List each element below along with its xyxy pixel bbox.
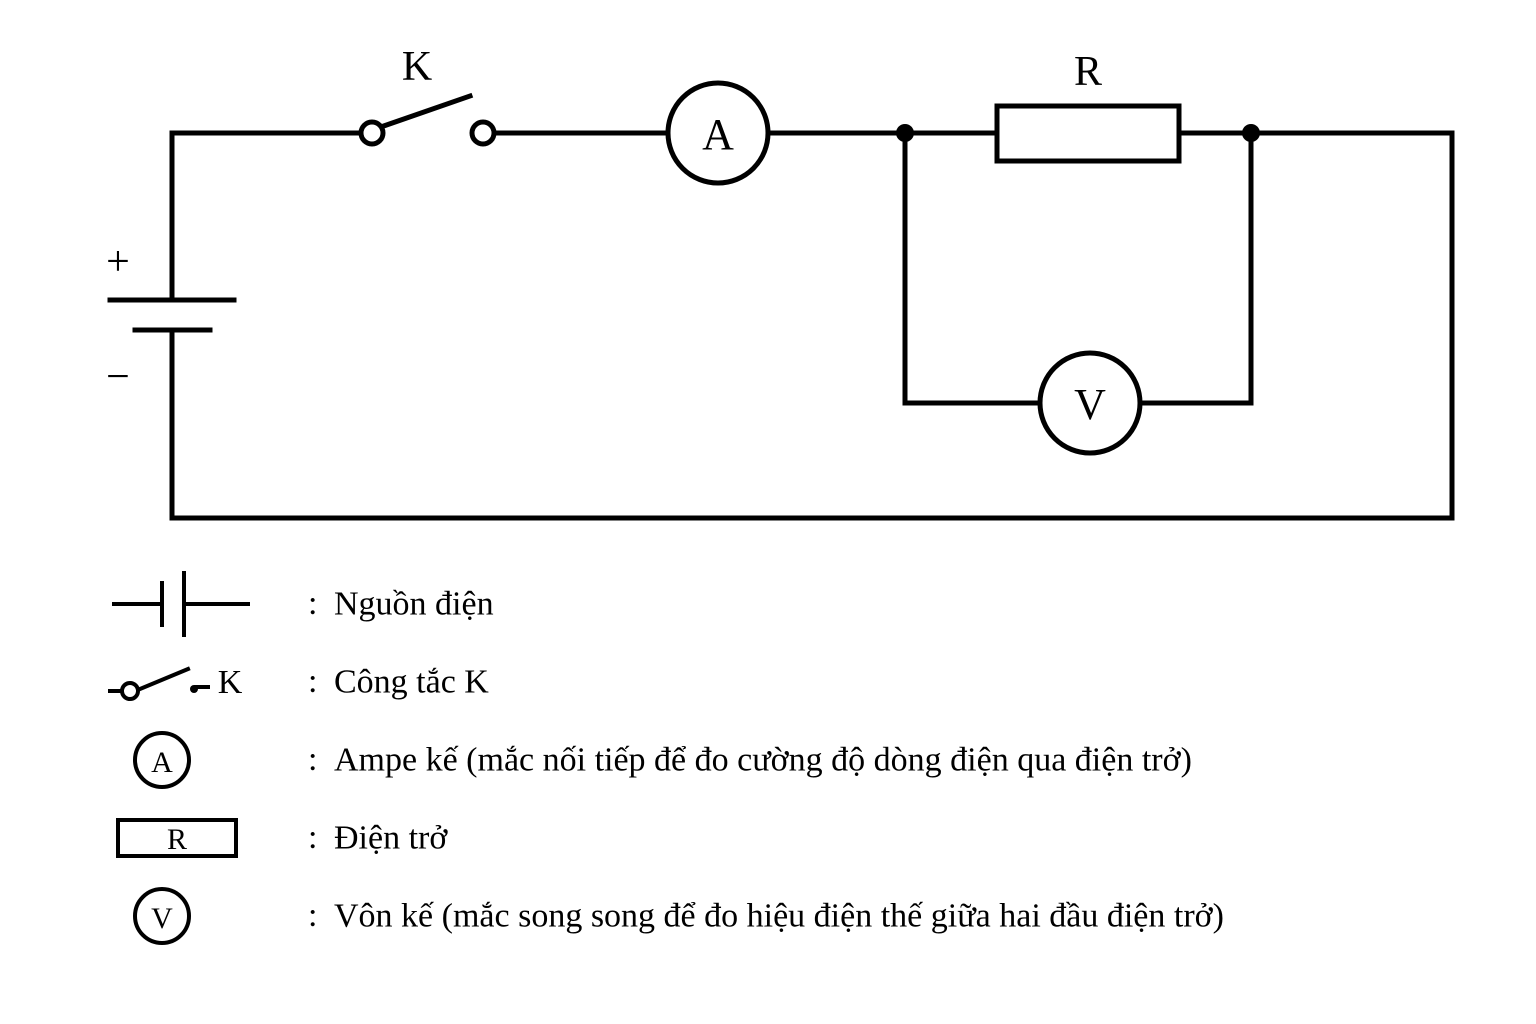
switch-terminal-left bbox=[361, 122, 383, 144]
battery-plus-label: + bbox=[106, 239, 130, 285]
legend-item-switch bbox=[0, 643, 1536, 721]
legend-item-ammeter bbox=[0, 721, 1536, 799]
junction-dot-left bbox=[896, 124, 914, 142]
switch-terminal-right bbox=[472, 122, 494, 144]
ammeter-symbol bbox=[100, 721, 280, 799]
voltmeter-label: V bbox=[1074, 380, 1106, 429]
legend-ammeter-letter: A bbox=[151, 746, 173, 779]
legend-separator: : bbox=[308, 897, 318, 934]
legend-resistor-letter: R bbox=[166, 823, 188, 856]
battery-minus-label: − bbox=[106, 354, 130, 400]
switch-blade bbox=[378, 96, 470, 128]
switch-label: K bbox=[401, 44, 433, 90]
legend-label-battery: Nguồn điện bbox=[334, 585, 494, 623]
legend-label-resistor: Điện trở bbox=[334, 819, 448, 857]
legend-separator: : bbox=[308, 741, 318, 778]
legend-item-resistor bbox=[0, 799, 1536, 877]
legend-switch-letter: K bbox=[217, 664, 243, 701]
resistor-label: R bbox=[1073, 49, 1103, 95]
legend-separator: : bbox=[308, 819, 318, 856]
legend-separator: : bbox=[308, 585, 318, 622]
junction-dot-right bbox=[1242, 124, 1260, 142]
battery-symbol bbox=[100, 565, 280, 643]
resistor-symbol bbox=[100, 799, 280, 877]
legend-item-battery bbox=[0, 565, 1536, 643]
switch-symbol bbox=[100, 643, 280, 721]
voltmeter-symbol bbox=[100, 877, 280, 955]
legend-separator: : bbox=[308, 663, 318, 700]
legend bbox=[0, 565, 1536, 955]
legend-label-switch: Công tắc K bbox=[334, 663, 489, 701]
resistor-symbol bbox=[997, 106, 1179, 161]
legend-voltmeter-letter: V bbox=[151, 902, 173, 935]
ammeter-label: A bbox=[702, 110, 734, 159]
legend-label-voltmeter: Vôn kế (mắc song song để đo hiệu điện thế giữa hai đầu điện trở) bbox=[334, 897, 1224, 935]
legend-item-voltmeter bbox=[0, 877, 1536, 955]
legend-label-ammeter: Ampe kế (mắc nối tiếp để đo cường độ dòng điện qua điện trở) bbox=[334, 741, 1192, 779]
